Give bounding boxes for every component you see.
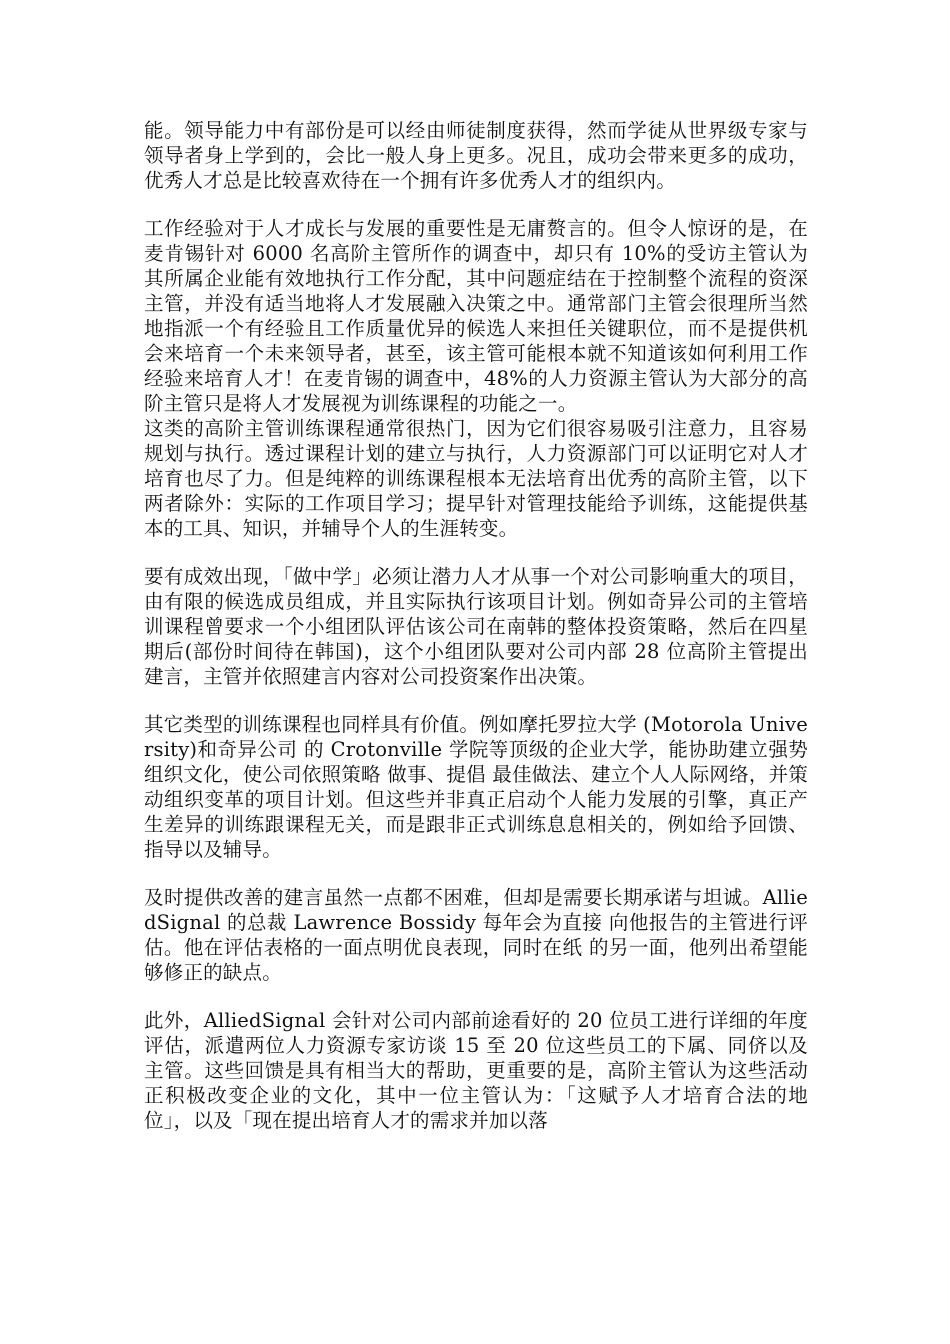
paragraph-4: 要有成效出现，「做中学」必须让潜力人才从事一个对公司影响重大的项目，由有限的候选成员组成，并且实际执行该项目计划。例如奇异公司的主管培训课程曾要求一个小组团队评估该公司在南韩的整体投资策略，然后在四星期后(部份时间待在韩国)，这个小组团队要对公司内部 28 位高阶主管提出建言，主管并依照建言内容对公司投资案作出决策。 — [144, 565, 808, 688]
paragraph-3: 这类的高阶主管训练课程通常很热门，因为它们很容易吸引注意力，且容易规划与执行。透过课程计划的建立与执行，人力资源部门可以证明它对人才培育也尽了力。但是纯粹的训练课程根本无法培育出优秀的高阶主管，以下两者除外：实际的工作项目学习；提早针对管理技能给予训练，这能提供基本的工具、知识，并辅导个人的生涯转变。 — [144, 417, 808, 540]
paragraph-6: 及时提供改善的建言虽然一点都不困难，但却是需要长期承诺与坦诚。AlliedSignal 的总裁 Lawrence Bossidy 每年会为直接 向他报告的主管进行评估。他在评估表格的一面点明优良表现，同时在纸 的另一面，他列出希望能够修正的缺点。 — [144, 886, 808, 984]
paragraph-1: 能。领导能力中有部份是可以经由师徒制度获得，然而学徒从世界级专家与领导者身上学到的，会比一般人身上更多。况且，成功会带来更多的成功，优秀人才总是比较喜欢待在一个拥有许多优秀人才的组织内。 — [144, 119, 808, 192]
paragraph-2: 工作经验对于人才成长与发展的重要性是无庸赘言的。但令人惊讶的是，在麦肯锡针对 6000 名高阶主管所作的调查中，却只有 10%的受访主管认为其所属企业能有效地执行工作分配，其中问题症结在于控制整个流程的资深主管，并没有适当地将人才发展融入决策之中。通常部门主管会很理所当然地指派一个有经验且工作质量优异的候选人来担任关键职位，而不是提供机会来培育一个未来领导者，甚至，该主管可能根本就不知道该如何利用工作经验来培育人才！在麦肯锡的调查中，48%的人力资源主管认为大部分的高阶主管只是将人才发展视为训练课程的功能之一。 — [144, 217, 808, 415]
document-body — [144, 118, 808, 1156]
paragraph-7: 此外，AlliedSignal 会针对公司内部前途看好的 20 位员工进行详细的年度评估，派遣两位人力资源专家访谈 15 至 20 位这些员工的下属、同侪以及主管。这些回馈是具有相当大的帮助，更重要的是，高阶主管认为这些活动正积极改变企业的文化，其中一位主管认为：「这赋予人才培育合法的地位」，以及「现在提出培育人才的需求并加以落 — [144, 1009, 808, 1132]
paragraph-5: 其它类型的训练课程也同样具有价值。例如摩托罗拉大学 (Motorola University)和奇异公司 的 Crotonville 学院等顶级的企业大学，能协助建立强势组织文化，使公司依照策略 做事、提倡 最佳做法、建立个人人际网络，并策动组织变革的项目计划。但这些并非真正启动个人能力发展的引擎，真正产生差异的训练跟课程无关，而是跟非正式训练息息相关的，例如给予回馈、指导以及辅导。 — [144, 713, 808, 861]
